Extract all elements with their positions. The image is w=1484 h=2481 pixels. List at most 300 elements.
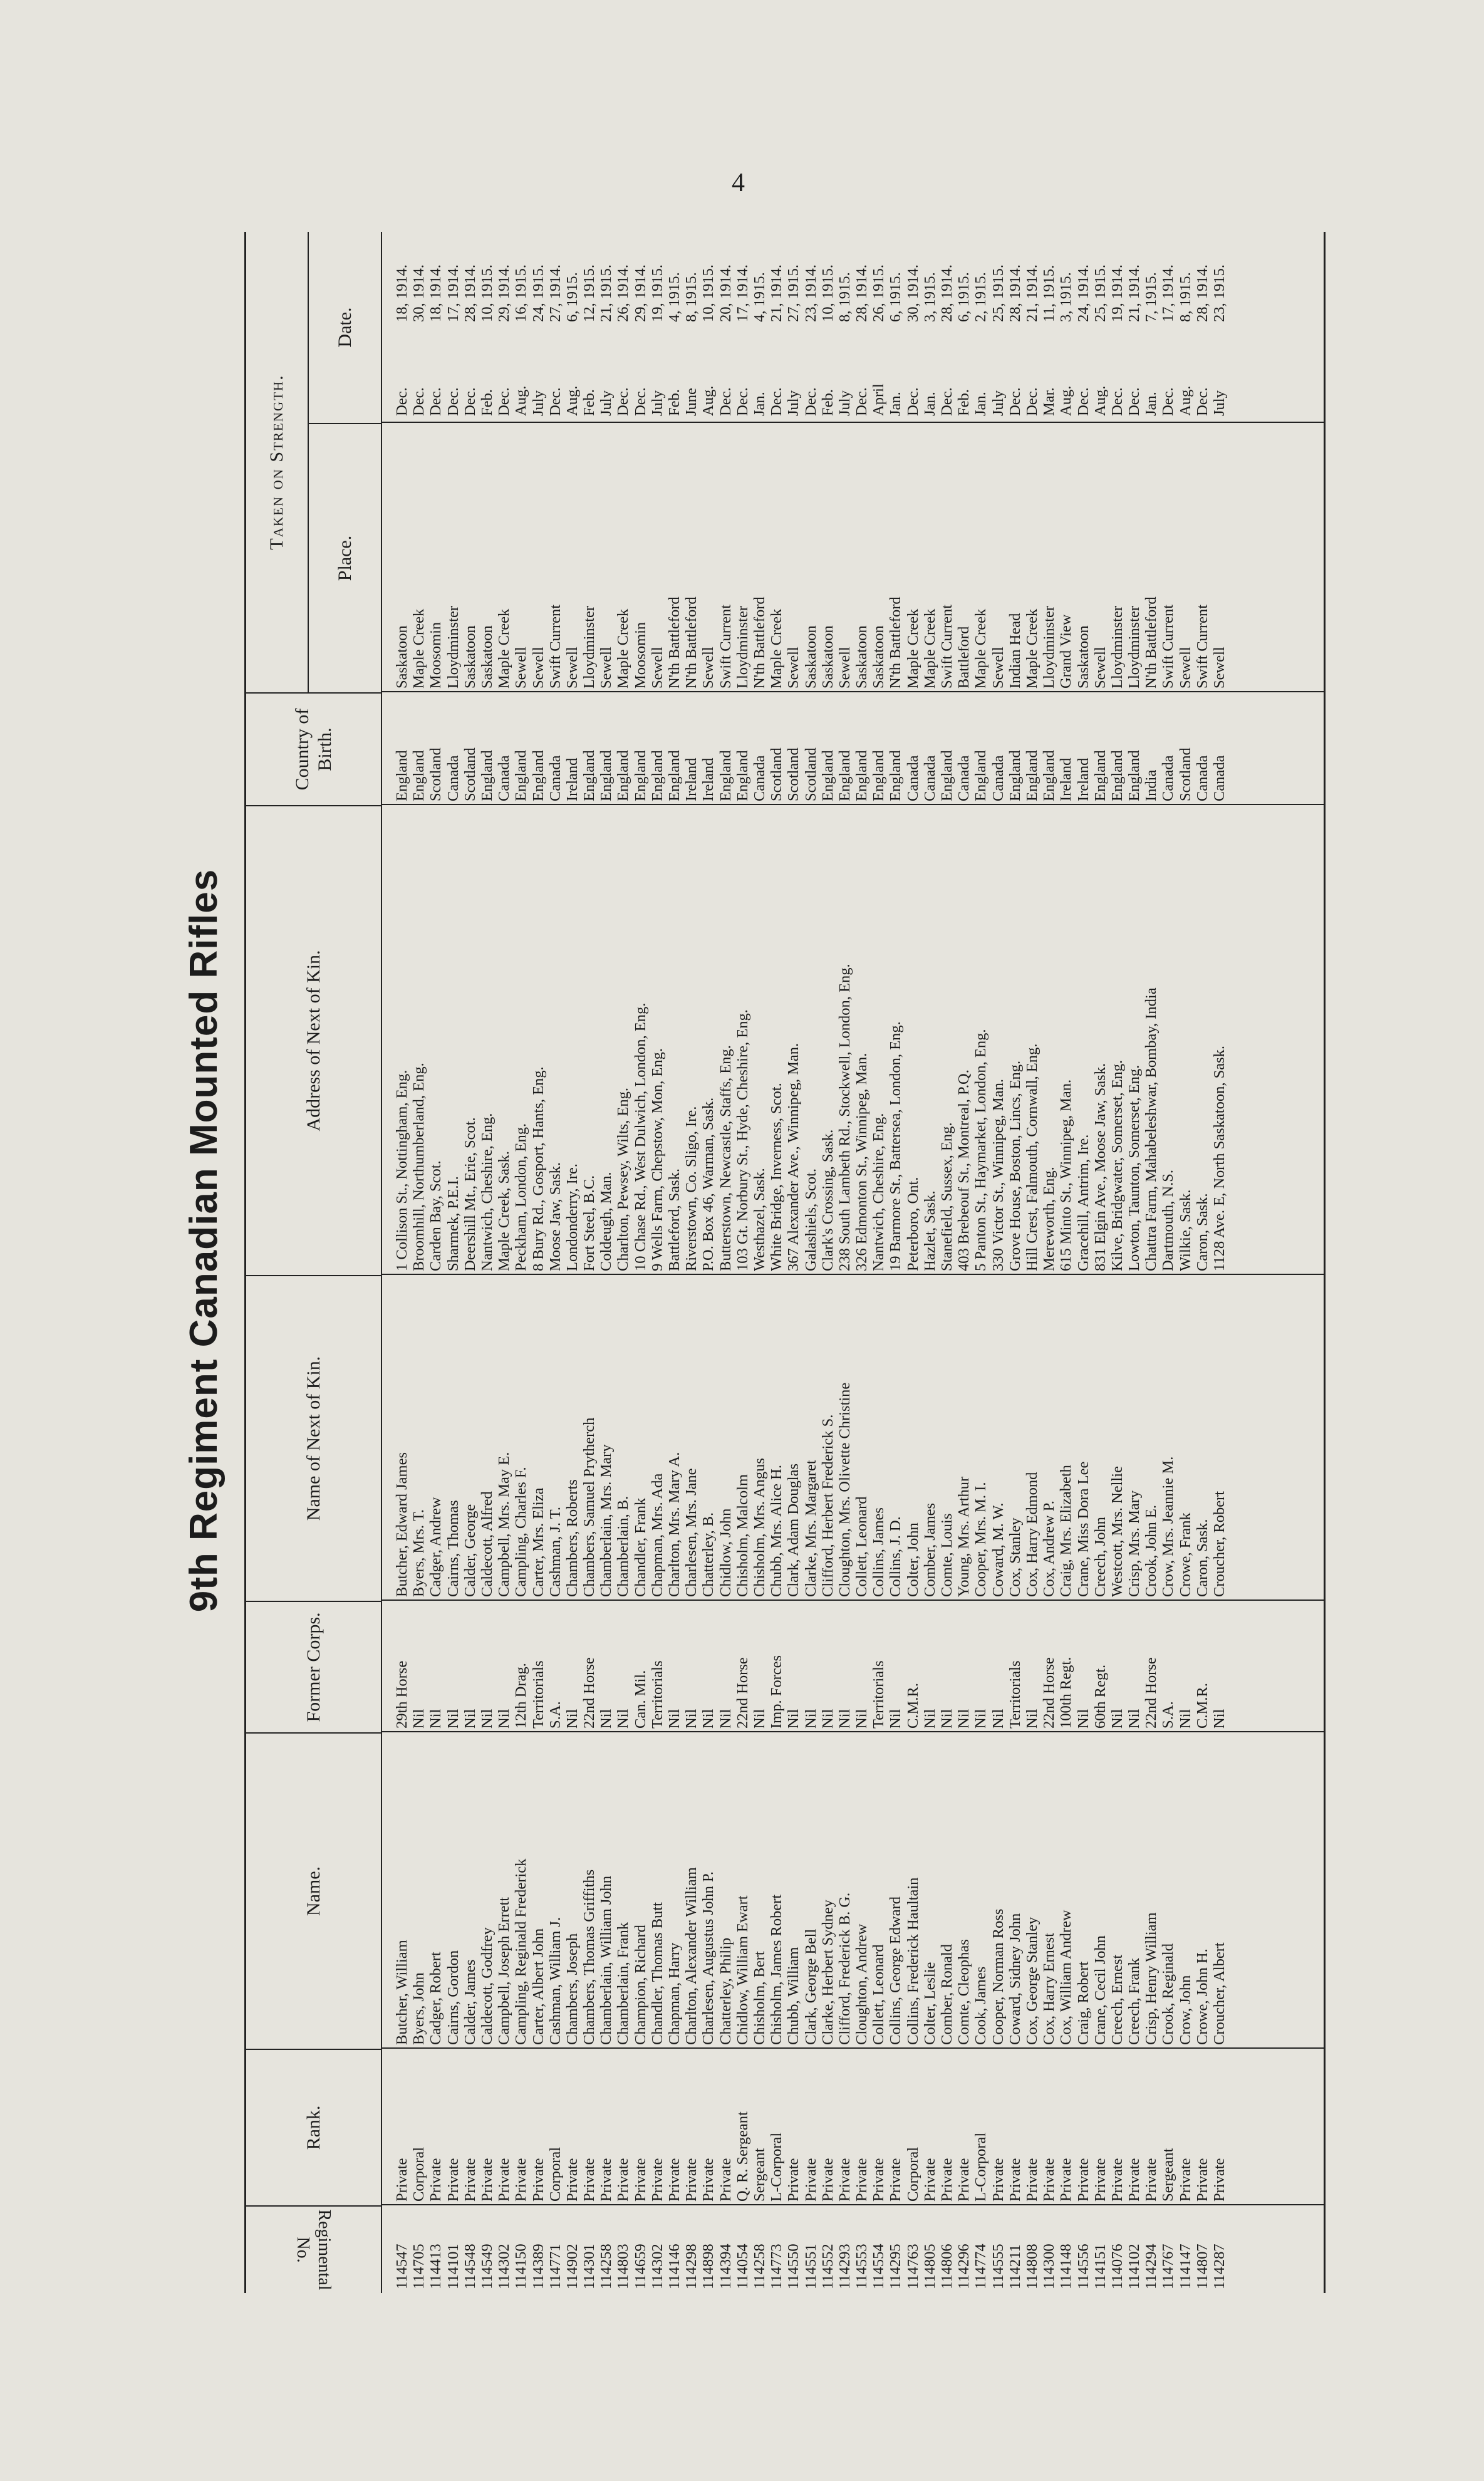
- reg-no-cell: 114298: [683, 2244, 700, 2289]
- name-cell: Coward, Sidney John: [1006, 1913, 1024, 2045]
- place-cell: Lloydminster: [581, 605, 598, 689]
- country-cell: India: [1143, 769, 1160, 801]
- table-row: [853, 232, 870, 2293]
- country-cell: Scotland: [427, 747, 445, 801]
- month-cell: Dec.: [938, 387, 955, 416]
- place-cell: Lloydminster: [734, 605, 751, 689]
- day-cell: 7, 1915.: [1143, 272, 1160, 322]
- kin-address-cell: Sharmek, P.E.I.: [444, 1176, 462, 1271]
- day-cell: 10, 1915.: [478, 264, 496, 322]
- table-row: [683, 232, 700, 2293]
- rank-cell: Private: [921, 2158, 938, 2202]
- day-cell: 6, 1915.: [955, 272, 973, 322]
- table-row: [1057, 232, 1074, 2293]
- next-of-kin-cell: Cadger, Andrew: [427, 1497, 445, 1597]
- table-row: [768, 232, 785, 2293]
- next-of-kin-cell: Campbell, Mrs. May E.: [496, 1452, 513, 1597]
- place-cell: N'th Battleford: [1143, 596, 1160, 689]
- reg-no-cell: 114054: [734, 2244, 751, 2289]
- place-cell: Lloydminster: [1040, 605, 1058, 689]
- reg-no-cell: 114550: [785, 2244, 802, 2289]
- month-cell: Dec.: [1126, 387, 1143, 416]
- next-of-kin-cell: Craig, Mrs. Elizabeth: [1057, 1465, 1075, 1597]
- table-row: [1143, 232, 1160, 2293]
- country-cell: Canada: [989, 755, 1007, 801]
- month-cell: Dec.: [1160, 387, 1177, 416]
- table-row: [785, 232, 802, 2293]
- rank-cell: Private: [1176, 2158, 1194, 2202]
- place-cell: Saskatoon: [802, 625, 819, 689]
- kin-address-cell: P.O. Box 46, Warman, Sask.: [700, 1097, 717, 1271]
- next-of-kin-cell: Clark, Adam Douglas: [785, 1464, 802, 1597]
- name-cell: Cadger, Robert: [427, 1952, 445, 2045]
- reg-no-cell: 114553: [853, 2244, 871, 2289]
- name-cell: Comber, Ronald: [938, 1944, 955, 2045]
- next-of-kin-cell: Charlesen, Mrs. Jane: [683, 1468, 700, 1597]
- reg-no-cell: 114211: [1006, 2244, 1024, 2289]
- next-of-kin-cell: Chamberlain, Mrs. Mary: [598, 1444, 615, 1597]
- next-of-kin-cell: Cloughton, Mrs. Olivette Christine: [836, 1382, 853, 1597]
- rank-cell: Private: [836, 2158, 853, 2202]
- rank-cell: Private: [512, 2158, 530, 2202]
- day-cell: 25, 1915.: [989, 264, 1007, 322]
- month-cell: Aug.: [512, 385, 530, 416]
- country-cell: Scotland: [802, 747, 819, 801]
- former-corps-cell: Nil: [938, 1709, 955, 1729]
- header-date: Date.: [334, 307, 355, 348]
- month-cell: Dec.: [717, 387, 734, 416]
- header-former-corps: Former Corps.: [246, 1601, 381, 1732]
- country-cell: Canada: [921, 755, 938, 801]
- former-corps-cell: Nil: [785, 1709, 802, 1729]
- header-place: Place.: [309, 423, 381, 692]
- header-rule: [381, 232, 382, 2293]
- name-cell: Clark, George Bell: [802, 1928, 819, 2045]
- month-cell: Jan.: [887, 392, 905, 416]
- reg-no-cell: 114147: [1176, 2244, 1194, 2289]
- reg-no-cell: 114806: [938, 2244, 955, 2289]
- month-cell: Aug.: [1057, 385, 1075, 416]
- former-corps-cell: Territorials: [529, 1660, 547, 1729]
- table-row: [955, 232, 972, 2293]
- former-corps-cell: 60th Regt.: [1091, 1664, 1109, 1729]
- country-cell: England: [581, 750, 598, 801]
- kin-address-cell: Battleford, Sask.: [666, 1168, 683, 1271]
- nominal-roll-table-frame: [244, 232, 1322, 2293]
- reg-no-cell: 114807: [1193, 2244, 1211, 2289]
- rank-cell: Private: [427, 2158, 445, 2202]
- month-cell: July: [648, 390, 666, 416]
- name-cell: Chandler, Thomas Butt: [648, 1902, 666, 2045]
- day-cell: 16, 1915.: [512, 264, 530, 322]
- country-cell: Canada: [955, 755, 973, 801]
- name-cell: Cook, James: [972, 1966, 990, 2045]
- day-cell: 3, 1915.: [1057, 272, 1075, 322]
- table-row: [1024, 232, 1040, 2293]
- day-cell: 27, 1914.: [546, 264, 564, 322]
- place-cell: Maple Creek: [921, 608, 938, 689]
- kin-address-cell: Lowton, Taunton, Somerset, Eng.: [1126, 1064, 1143, 1271]
- rank-cell: Private: [444, 2158, 462, 2202]
- day-cell: 23, 1914.: [802, 264, 819, 322]
- kin-address-cell: 19 Barmore St., Battersea, London, Eng.: [887, 1021, 905, 1271]
- day-cell: 23, 1915.: [1211, 264, 1228, 322]
- place-cell: Swift Current: [1160, 604, 1177, 689]
- table-row: [598, 232, 615, 2293]
- day-cell: 18, 1914.: [393, 264, 410, 322]
- kin-address-cell: Gracehill, Antrim, Ire.: [1074, 1134, 1092, 1271]
- table-row: [1109, 232, 1126, 2293]
- kin-address-cell: Dartmouth, N.S.: [1160, 1170, 1177, 1271]
- place-cell: Saskatoon: [853, 625, 871, 689]
- table-row: [410, 232, 427, 2293]
- table-row: [921, 232, 938, 2293]
- former-corps-cell: Nil: [1126, 1709, 1143, 1729]
- next-of-kin-cell: Comber, James: [921, 1502, 938, 1597]
- page-number: 4: [732, 169, 745, 197]
- name-cell: Collins, George Edward: [887, 1896, 905, 2045]
- table-row: [734, 232, 751, 2293]
- month-cell: Dec.: [768, 387, 786, 416]
- day-cell: 29, 1914.: [496, 264, 513, 322]
- table-row: [666, 232, 683, 2293]
- rank-cell: Private: [478, 2158, 496, 2202]
- former-corps-cell: Nil: [1023, 1709, 1040, 1729]
- country-cell: England: [529, 750, 547, 801]
- former-corps-cell: Nil: [853, 1709, 871, 1729]
- month-cell: Aug.: [563, 385, 581, 416]
- rank-cell: Private: [700, 2158, 717, 2202]
- reg-no-cell: 114394: [717, 2244, 734, 2289]
- country-cell: Ireland: [563, 757, 581, 801]
- kin-address-cell: Fort Steel, B.C.: [581, 1175, 598, 1271]
- day-cell: 18, 1914.: [427, 264, 445, 322]
- rank-cell: Private: [1091, 2158, 1109, 2202]
- former-corps-cell: 22nd Horse: [581, 1657, 598, 1729]
- former-corps-cell: Nil: [836, 1709, 853, 1729]
- next-of-kin-cell: Chisholm, Malcolm: [734, 1474, 751, 1597]
- next-of-kin-cell: Chambers, Roberts: [563, 1479, 581, 1597]
- kin-address-cell: Londonderry, Ire.: [563, 1163, 581, 1271]
- name-cell: Clarke, Herbert Sydney: [819, 1900, 836, 2045]
- name-cell: Crook, Reginald: [1160, 1943, 1177, 2045]
- kin-address-cell: Galashiels, Scot.: [802, 1168, 819, 1271]
- day-cell: 8, 1915.: [683, 272, 700, 322]
- rank-cell: Private: [615, 2158, 632, 2202]
- name-cell: Crane, Cecil John: [1091, 1935, 1109, 2045]
- reg-no-cell: 114898: [700, 2244, 717, 2289]
- former-corps-cell: Nil: [478, 1709, 496, 1729]
- next-of-kin-cell: Young, Mrs. Arthur: [955, 1476, 973, 1597]
- month-cell: July: [598, 390, 615, 416]
- month-cell: Dec.: [1193, 387, 1211, 416]
- next-of-kin-cell: Cox, Harry Edmond: [1023, 1472, 1040, 1597]
- reg-no-cell: 114101: [444, 2244, 462, 2289]
- table-row: [938, 232, 955, 2293]
- name-cell: Chapman, Harry: [666, 1942, 683, 2045]
- country-cell: Canada: [444, 755, 462, 801]
- next-of-kin-cell: Collins, James: [870, 1507, 888, 1597]
- place-cell: Moosomin: [427, 622, 445, 689]
- day-cell: 8, 1915.: [1176, 272, 1194, 322]
- country-cell: England: [1006, 750, 1024, 801]
- next-of-kin-cell: Chapman, Mrs. Ada: [648, 1473, 666, 1597]
- country-cell: Scotland: [768, 747, 786, 801]
- country-cell: England: [734, 750, 751, 801]
- place-cell: Lloydminster: [1108, 605, 1126, 689]
- kin-address-cell: Wilkie, Sask.: [1176, 1189, 1194, 1271]
- place-cell: Maple Creek: [768, 608, 786, 689]
- table-row: [870, 232, 887, 2293]
- reg-no-cell: 114554: [870, 2244, 888, 2289]
- name-cell: Chisholm, Bert: [750, 1951, 768, 2045]
- day-cell: 19, 1914.: [1108, 264, 1126, 322]
- name-cell: Cox, William Andrew: [1057, 1910, 1075, 2045]
- country-cell: Ireland: [700, 757, 717, 801]
- kin-address-cell: 103 Gt. Norbury St., Hyde, Cheshire, Eng.: [734, 1009, 751, 1271]
- reg-no-cell: 114302: [648, 2244, 666, 2289]
- place-cell: Sewell: [598, 647, 615, 689]
- month-cell: Dec.: [410, 387, 428, 416]
- rank-cell: Private: [529, 2158, 547, 2202]
- reg-no-cell: 114773: [768, 2244, 786, 2289]
- day-cell: 24, 1915.: [529, 264, 547, 322]
- former-corps-cell: 22nd Horse: [1040, 1657, 1058, 1729]
- month-cell: July: [989, 390, 1007, 416]
- country-cell: England: [410, 750, 428, 801]
- day-cell: 17, 1914.: [734, 264, 751, 322]
- place-cell: Lloydminster: [1126, 605, 1143, 689]
- kin-address-cell: Westhazel, Sask.: [750, 1168, 768, 1271]
- kin-address-cell: 615 Minto St., Winnipeg, Man.: [1057, 1079, 1075, 1271]
- place-cell: Sewell: [648, 647, 666, 689]
- table-row: [632, 232, 649, 2293]
- former-corps-cell: Nil: [444, 1709, 462, 1729]
- day-cell: 30, 1914.: [410, 264, 428, 322]
- rank-cell: Private: [938, 2158, 955, 2202]
- place-cell: Maple Creek: [410, 608, 428, 689]
- place-cell: Sewell: [785, 647, 802, 689]
- former-corps-cell: Nil: [1108, 1709, 1126, 1729]
- reg-no-cell: 114771: [546, 2244, 564, 2289]
- kin-address-cell: Riverstown, Co. Sligo, Ire.: [683, 1106, 700, 1271]
- next-of-kin-cell: Clifford, Herbert Frederick S.: [819, 1414, 836, 1597]
- name-cell: Caldecott, Godfrey: [478, 1927, 496, 2045]
- table-row: [836, 232, 853, 2293]
- name-cell: Chisholm, James Robert: [768, 1894, 786, 2045]
- month-cell: Dec.: [734, 387, 751, 416]
- kin-address-cell: Moose Jaw, Sask.: [546, 1162, 564, 1271]
- month-cell: Dec.: [393, 387, 410, 416]
- former-corps-cell: Territorials: [1006, 1660, 1024, 1729]
- reg-no-cell: 114258: [598, 2244, 615, 2289]
- reg-no-cell: 114808: [1023, 2244, 1040, 2289]
- next-of-kin-cell: Collett, Leonard: [853, 1496, 871, 1597]
- nominal-roll-table: [244, 232, 1326, 2293]
- rank-cell: Private: [853, 2158, 871, 2202]
- next-of-kin-cell: Crisp, Mrs. Mary: [1126, 1490, 1143, 1597]
- kin-address-cell: White Bridge, Inverness, Scot.: [768, 1083, 786, 1271]
- country-cell: England: [615, 750, 632, 801]
- table-row: [887, 232, 904, 2293]
- month-cell: Dec.: [496, 387, 513, 416]
- country-cell: Canada: [750, 755, 768, 801]
- country-cell: England: [666, 750, 683, 801]
- country-cell: England: [1108, 750, 1126, 801]
- reg-no-cell: 114547: [393, 2244, 410, 2289]
- former-corps-cell: Nil: [1074, 1709, 1092, 1729]
- name-cell: Collins, Frederick Haultain: [904, 1877, 921, 2045]
- day-cell: 29, 1914.: [631, 264, 649, 322]
- place-cell: Lloydminster: [444, 605, 462, 689]
- table-row: [445, 232, 462, 2293]
- next-of-kin-cell: Cooper, Mrs. M. I.: [972, 1482, 990, 1597]
- month-cell: Dec.: [1023, 387, 1040, 416]
- name-cell: Crow, John: [1176, 1975, 1194, 2045]
- place-cell: Maple Creek: [615, 608, 632, 689]
- place-cell: Sewell: [563, 647, 581, 689]
- former-corps-cell: Nil: [887, 1709, 905, 1729]
- rank-cell: L-Corporal: [768, 2132, 786, 2202]
- next-of-kin-cell: Carter, Mrs. Eliza: [529, 1487, 547, 1597]
- name-cell: Cloughton, Andrew: [853, 1923, 871, 2045]
- kin-address-cell: Broomhill, Northumberland, Eng.: [410, 1063, 428, 1271]
- next-of-kin-cell: Byers, Mrs. T.: [410, 1509, 428, 1597]
- month-cell: Feb.: [478, 389, 496, 416]
- day-cell: 26, 1914.: [615, 264, 632, 322]
- place-cell: Sewell: [1211, 647, 1228, 689]
- table-row: [1160, 232, 1176, 2293]
- rank-cell: Private: [1006, 2158, 1024, 2202]
- place-cell: Sewell: [512, 647, 530, 689]
- kin-address-cell: 831 Elgin Ave., Moose Jaw, Sask.: [1091, 1063, 1109, 1271]
- rank-cell: Private: [598, 2158, 615, 2202]
- rank-cell: Private: [631, 2158, 649, 2202]
- rank-cell: Private: [666, 2158, 683, 2202]
- rank-cell: Private: [1108, 2158, 1126, 2202]
- former-corps-cell: S.A.: [1160, 1701, 1177, 1729]
- former-corps-cell: 12th Drag.: [512, 1663, 530, 1729]
- kin-address-cell: 330 Victor St., Winnipeg, Man.: [989, 1079, 1007, 1271]
- former-corps-cell: Nil: [615, 1709, 632, 1729]
- next-of-kin-cell: Caldecott, Alfred: [478, 1491, 496, 1597]
- next-of-kin-cell: Coward, M. W.: [989, 1502, 1007, 1597]
- day-cell: 28, 1914.: [1193, 264, 1211, 322]
- rank-cell: Private: [563, 2158, 581, 2202]
- day-cell: 21, 1914.: [1126, 264, 1143, 322]
- reg-no-cell: 114146: [666, 2244, 683, 2289]
- kin-address-cell: 403 Brebeouf St., Montreal, P.Q.: [955, 1069, 973, 1271]
- country-cell: Ireland: [683, 757, 700, 801]
- month-cell: Dec.: [802, 387, 819, 416]
- month-cell: April: [870, 383, 888, 416]
- rank-cell: Private: [1023, 2158, 1040, 2202]
- name-cell: Craig, Robert: [1074, 1961, 1092, 2045]
- kin-address-cell: Maple Creek, Sask.: [496, 1151, 513, 1271]
- place-cell: Indian Head: [1006, 613, 1024, 689]
- table-row: [905, 232, 921, 2293]
- table-row: [547, 232, 564, 2293]
- reg-no-cell: 114549: [478, 2244, 496, 2289]
- day-cell: 20, 1914.: [717, 264, 734, 322]
- table-row: [530, 232, 547, 2293]
- reg-no-cell: 114805: [921, 2244, 938, 2289]
- name-cell: Chatterley, Philip: [717, 1937, 734, 2045]
- day-cell: 6, 1915.: [563, 272, 581, 322]
- reg-no-cell: 114287: [1211, 2244, 1228, 2289]
- month-cell: Aug.: [1176, 385, 1194, 416]
- place-cell: Sewell: [700, 647, 717, 689]
- next-of-kin-cell: Chamberlain, B.: [615, 1495, 632, 1597]
- former-corps-cell: Imp. Forces: [768, 1655, 786, 1729]
- country-cell: Canada: [1211, 755, 1228, 801]
- rank-cell: Corporal: [546, 2146, 564, 2202]
- rank-cell: Private: [648, 2158, 666, 2202]
- kin-address-cell: 367 Alexander Ave., Winnipeg, Man.: [785, 1043, 802, 1271]
- reg-no-cell: 114389: [529, 2244, 547, 2289]
- name-cell: Charlesen, Augustus John P.: [700, 1871, 717, 2045]
- country-cell: England: [1040, 750, 1058, 801]
- former-corps-cell: Nil: [989, 1709, 1007, 1729]
- reg-no-cell: 114293: [836, 2244, 853, 2289]
- day-cell: 3, 1915.: [921, 272, 938, 322]
- kin-address-cell: Coldeugh, Man.: [598, 1172, 615, 1271]
- rank-cell: Corporal: [904, 2146, 921, 2202]
- former-corps-cell: Nil: [955, 1709, 973, 1729]
- place-cell: Sewell: [836, 647, 853, 689]
- country-cell: Canada: [904, 755, 921, 801]
- country-cell: Ireland: [1057, 757, 1075, 801]
- former-corps-cell: Nil: [921, 1709, 938, 1729]
- rank-cell: Private: [802, 2158, 819, 2202]
- kin-address-cell: Charlton, Pewsey, Wilts, Eng.: [615, 1088, 632, 1271]
- reg-no-cell: 114659: [631, 2244, 649, 2289]
- day-cell: 30, 1914.: [904, 264, 921, 322]
- kin-address-cell: 238 South Lambeth Rd., Stockwell, London, Eng.: [836, 964, 853, 1271]
- month-cell: Feb.: [581, 389, 598, 416]
- next-of-kin-cell: Clarke, Mrs. Margaret: [802, 1460, 819, 1597]
- name-cell: Chamberlain, William John: [598, 1875, 615, 2045]
- next-of-kin-cell: Comte, Louis: [938, 1513, 955, 1597]
- rank-cell: L-Corporal: [972, 2132, 990, 2202]
- reg-no-cell: 114148: [1057, 2244, 1075, 2289]
- header-taken-on-strength: [246, 232, 381, 692]
- header-taken-on-strength-label: Taken on Strength.: [246, 232, 309, 692]
- place-cell: Maple Creek: [496, 608, 513, 689]
- reg-no-cell: 114300: [1040, 2244, 1058, 2289]
- header-rank: Rank.: [246, 2049, 381, 2205]
- table-row: [1211, 232, 1228, 2293]
- month-cell: June: [683, 388, 700, 416]
- country-cell: Ireland: [1074, 757, 1092, 801]
- table-row: [581, 232, 598, 2293]
- table-row: [700, 232, 717, 2293]
- table-row: [751, 232, 768, 2293]
- day-cell: 4, 1915.: [666, 272, 683, 322]
- day-cell: 17, 1914.: [444, 264, 462, 322]
- rank-cell: Private: [955, 2158, 973, 2202]
- kin-address-cell: 10 Chase Rd., West Dulwich, London, Eng.: [631, 1002, 649, 1271]
- day-cell: 21, 1915.: [598, 264, 615, 322]
- former-corps-cell: Nil: [563, 1709, 581, 1729]
- name-cell: Campbell, Joseph Errett: [496, 1896, 513, 2045]
- kin-address-cell: Mereworth, Eng.: [1040, 1167, 1058, 1271]
- day-cell: 28, 1914.: [853, 264, 871, 322]
- country-cell: England: [887, 750, 905, 801]
- day-cell: 24, 1914.: [1074, 264, 1092, 322]
- kin-address-cell: Chattra Farm, Mahabeleshwar, Bombay, India: [1143, 987, 1160, 1271]
- header-address-of-next-of-kin: Address of Next of Kin.: [246, 805, 381, 1275]
